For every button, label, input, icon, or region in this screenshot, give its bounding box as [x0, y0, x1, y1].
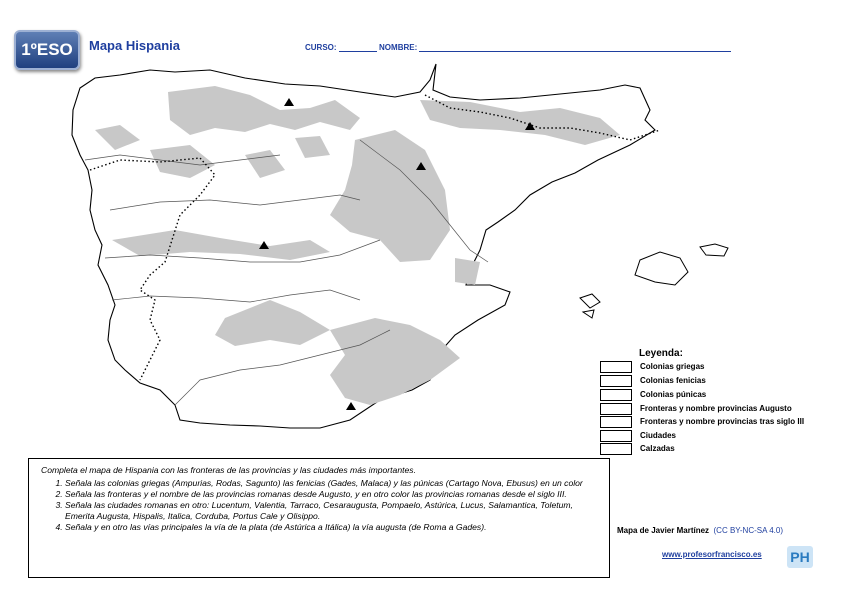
legend-color-box[interactable] — [600, 361, 632, 373]
page-title: Mapa Hispania — [89, 38, 181, 53]
instructions-intro: Completa el mapa de Hispania con las fronteras de las provincias y las ciudades más importantes. — [41, 465, 416, 475]
balearic-islands — [580, 244, 728, 318]
legend-color-box[interactable] — [600, 389, 632, 401]
legend-label: Colonias púnicas — [640, 390, 707, 399]
instruction-step: 3. Señala las ciudades romanas en otro: Lucentum, Valentia, Tarraco, Cesaraugusta, Pompaelo, Astúrica, Lucus, Salamantica, Toletum, Emerita Augusta, Hispalis, Italica, Corduba, Portus Cale y Olisippo. — [65, 500, 601, 522]
legend-label: Colonias fenicias — [640, 376, 706, 385]
instructions-list — [37, 478, 601, 533]
legend-title: Leyenda: — [639, 348, 683, 359]
credit-license[interactable]: (CC BY-NC-SA 4.0) — [713, 526, 783, 535]
nombre-label: NOMBRE: — [379, 43, 418, 52]
instruction-step: 4. Señala y en otro las vías principales la vía de la plata (de Astúrica a Itálica) la vía augusta (de Roma a Gades). — [65, 522, 601, 533]
legend-color-box[interactable] — [600, 375, 632, 387]
ph-logo: PH — [787, 546, 813, 568]
legend-color-box[interactable] — [600, 430, 632, 442]
island-mallorca — [635, 252, 688, 285]
legend-label: Colonias griegas — [640, 362, 705, 371]
instruction-step: 1. Señala las colonias griegas (Ampurias, Rodas, Sagunto) las fenicias (Gades, Malaca) y las púnicas (Cartago Nova, Ebusus) en un color — [65, 478, 601, 489]
legend-label: Ciudades — [640, 431, 677, 440]
map-credit — [617, 526, 783, 535]
island-menorca — [700, 244, 728, 256]
island-formentera — [583, 310, 594, 318]
website-link[interactable]: www.profesorfrancisco.es — [662, 550, 762, 559]
instruction-step: 2. Señala las fronteras y el nombre de las provincias romanas desde Augusto, y en otro color las provincias romanas desde el siglo III. — [65, 489, 601, 500]
legend-label: Calzadas — [640, 444, 675, 453]
credit-author: Mapa de Javier Martínez — [617, 526, 710, 535]
island-ibiza — [580, 294, 600, 308]
instructions-box — [28, 458, 610, 578]
legend-color-box[interactable] — [600, 416, 632, 428]
legend-label: Fronteras y nombre provincias tras siglo III — [640, 417, 805, 426]
legend-color-box[interactable] — [600, 403, 632, 415]
curso-label: CURSO: — [305, 43, 337, 52]
course-badge: 1ºESO — [14, 30, 80, 70]
legend-color-box[interactable] — [600, 443, 632, 455]
legend-label: Fronteras y nombre provincias Augusto — [640, 404, 792, 413]
